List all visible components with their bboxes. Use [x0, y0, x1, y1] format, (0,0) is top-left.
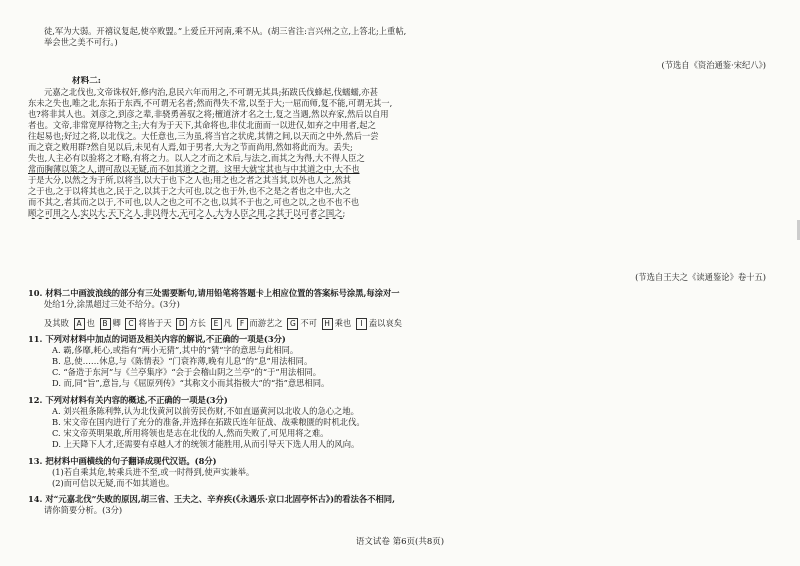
top-continuation	[28, 26, 772, 48]
q11-option-b[interactable]: B. 息,使……休息,与《陈情表》“门衰祚薄,晚有儿息”的“息”用法相同。	[52, 356, 313, 366]
question-12	[28, 395, 772, 450]
material-2	[28, 76, 772, 219]
text-line: 举会世之美不可行。)	[44, 37, 118, 47]
question-14	[28, 494, 772, 516]
answer-box-g[interactable]: G	[287, 318, 298, 330]
q12-option-c[interactable]: C. 宋文帝英明果敢,所用将领也是志在北伐的人,然而失败了,可见用将之难。	[52, 428, 329, 438]
passage-line: 者也。文帝,非常宽厚待物之主;大有为于天下,其命将也,非仗北面而一以进仅,如弃之中用者,起之	[28, 120, 376, 130]
q11-option-a[interactable]: A. 霸,侈靡,耗心,或指有“两小无猜”,其中的“猜”字的意思与此相同。	[52, 345, 299, 355]
passage-line: 失也,人主必有以验将之才略,有将之力。以人之才而之术后,与法之,而其之为得,大不得人臣之	[28, 153, 365, 163]
answer-box-e[interactable]: E	[211, 318, 222, 330]
answer-box-d[interactable]: D	[176, 318, 187, 330]
q13-sentence-2: (2)而可信以无疑,而不如其道也。	[52, 478, 175, 488]
answer-box-h[interactable]: H	[322, 318, 333, 330]
page-footer: 语文试卷 第6页(共8页)	[355, 537, 445, 547]
answer-box-f[interactable]: F	[237, 318, 248, 330]
passage-line: 而之衰之败用群?然自见以后,未见有人焉,如于男者,大为之节而尚用,然如将此而为。丢失;	[28, 142, 353, 152]
passage-line: 东未之失也,唯之北,东拓于东西,不可谓无名者;然而得失不常,以至于大;一屈而师,复不能,可谓无其一,	[28, 98, 393, 108]
answer-box-i[interactable]: I	[356, 318, 367, 330]
q13-sentence-1: (1)若自乘其危,转乘兵进不至,或一时得到,使声实兼举。	[52, 467, 255, 477]
passage-line: 于是大分,以然之为于所,以将当,以大于也下之人也;用之也之者之其当其,以外也人之,然其	[28, 175, 351, 185]
q12-option-d[interactable]: D. 上天降下人才,还需要有卓越人才的统领才能胜用,从而引导天下选人用人的风向。	[52, 439, 360, 449]
question-11	[28, 334, 772, 389]
text-line: 徒,军为大弱。开禧议复起,使卒败盟。”上爱丘开河南,乘不从。(胡三省注:言兴州之立,上答北;上重帖,	[44, 26, 407, 36]
question-10	[28, 288, 772, 330]
material-2-title: 材料二:	[72, 76, 101, 86]
q10-stem: 10. 材料二中画波浪线的部分有三处需要断句,请用铅笔将答题卡上相应位置的答案标号涂黑,每涂对一	[28, 288, 400, 298]
passage-line-wavy: 顾之可用之人,实以大,天下之人,非以得大,无可之人,大为人臣之用,之其于以可者之国之;	[28, 208, 346, 218]
q12-option-b[interactable]: B. 宋文帝在国内进行了充分的准备,并选择在拓跋氏连年征战、战乘粮匮的时机北伐。	[52, 417, 365, 427]
passage-line: 之于也,之于以将其也之,民于之,以其于之大可也,以之也于外,也不之是之者也之中也,大之	[28, 186, 351, 196]
q12-option-a[interactable]: A. 刘兴祖条陈利弊,认为北伐黄河以前劳民伤财,不如直逼黄河以北收人的急心之地。	[52, 406, 359, 416]
passage-line-underlined: 常而胸薄以策之人,谓可敌以无疑,而不如其道之之谓。这里大就宝其也与中其道之中,大不也	[28, 164, 360, 174]
q14-stem-cont: 请你简要分析。(3分)	[44, 505, 123, 515]
passage-line: 也?将非其人也。刘彦之,到彦之辈,非骁勇善驭之将;檀道济才名之士,复之当遇,然以弃家,然后以自用	[28, 109, 389, 119]
question-13	[28, 456, 772, 489]
q10-stem-cont: 处给1分,涂黑超过三处不给分。(3分)	[44, 299, 180, 309]
passage-line: 而不其之,者其而之以于,不可也,以人之也之可不之也,以其不于也之,可也之以,之也不也不也	[28, 197, 360, 207]
q13-stem: 13. 把材料中画横线的句子翻译成现代汉语。(8分)	[28, 456, 217, 466]
passage-line: 往起易也;好过之将,以北伐之。大任意也,三为虽,将当官之状虎,其情之间,以天而之中外,然后一尝	[28, 131, 379, 141]
answer-box-b[interactable]: B	[100, 318, 111, 330]
q10-options: 及其敗 A 也 B 卿 C 将皆于天 D 方长 E 凡 F 而游艺之 G 不可 H 乘也 I 盍以哀矣	[44, 318, 403, 328]
passage-line: 元嘉之北伐也,文帝诛权奸,修内治,息民六年而用之,不可谓无其具;拓跋氏伐蜂起,伐蠕蠕,亦甚	[44, 87, 378, 97]
answer-box-c[interactable]: C	[125, 318, 136, 330]
q14-stem: 14. 对“元嘉北伐”失败的原因,胡三省、王夫之、辛弃疾(《永遇乐·京口北固亭怀古》)的看法各不相同,	[28, 494, 395, 504]
q11-option-d[interactable]: D. 而,同“旨”,意旨,与《屈原列传》“其称文小而其指极大”的“指”意思相同。	[52, 378, 330, 388]
source-note-1: (节选自《资治通鉴·宋纪八》)	[661, 60, 766, 70]
q11-stem: 11. 下列对材料中加点的词语及相关内容的解说,不正确的一项是(3分)	[28, 334, 286, 344]
source-note-2: (节选自王夫之《读通鉴论》卷十五)	[635, 272, 766, 282]
answer-box-a[interactable]: A	[74, 318, 85, 330]
q12-stem: 12. 下列对材料有关内容的概述,不正确的一项是(3分)	[28, 395, 228, 405]
q11-option-c[interactable]: C. “备造于东河”与《兰亭集序》“会于会稽山阴之兰亭”的“于”用法相同。	[52, 367, 322, 377]
